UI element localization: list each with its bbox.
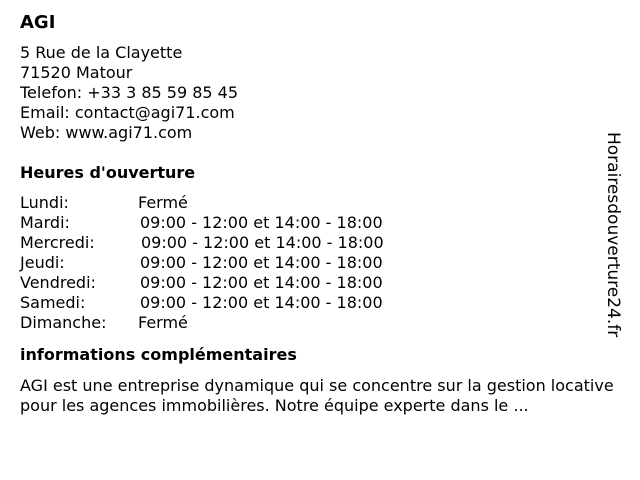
site-watermark: Horairesdouverture24.fr [603,132,623,338]
time-value: 09:00 - 12:00 et 14:00 - 18:00 [140,293,383,312]
additional-info-title: informations complémentaires [20,345,297,364]
day-label: Mercredi: [20,233,95,252]
web-line: Web: www.agi71.com [20,123,193,142]
email-line: Email: contact@agi71.com [20,103,235,122]
hours-row-lundi [20,193,620,213]
time-value: 09:00 - 12:00 et 14:00 - 18:00 [141,233,384,252]
hours-row-mardi [20,213,620,233]
opening-hours-table [20,193,620,333]
day-label: Lundi: [20,193,69,212]
address-line-street: 5 Rue de la Clayette [20,43,183,62]
time-value: Fermé [138,193,188,212]
time-value: 09:00 - 12:00 et 14:00 - 18:00 [140,213,383,232]
day-label: Dimanche: [20,313,107,332]
business-name: AGI [20,12,56,33]
time-value: 09:00 - 12:00 et 14:00 - 18:00 [140,273,383,292]
time-value: Fermé [138,313,188,332]
phone-line: Telefon: +33 3 85 59 85 45 [20,83,239,102]
hours-row-mercredi [20,233,620,253]
hours-row-dimanche [20,313,620,333]
hours-row-samedi [20,293,620,313]
day-label: Vendredi: [20,273,96,292]
day-label: Jeudi: [20,253,65,272]
opening-hours-title: Heures d'ouverture [20,163,196,182]
day-label: Samedi: [20,293,86,312]
time-value: 09:00 - 12:00 et 14:00 - 18:00 [140,253,383,272]
hours-row-vendredi [20,273,620,293]
hours-row-jeudi [20,253,620,273]
address-line-city: 71520 Matour [20,63,133,82]
business-card [20,12,620,416]
day-label: Mardi: [20,213,70,232]
business-description: AGI est une entreprise dynamique qui se concentre sur la gestion locative pour les agences immobilières. Notre équipe experte dans le ... [20,376,614,415]
